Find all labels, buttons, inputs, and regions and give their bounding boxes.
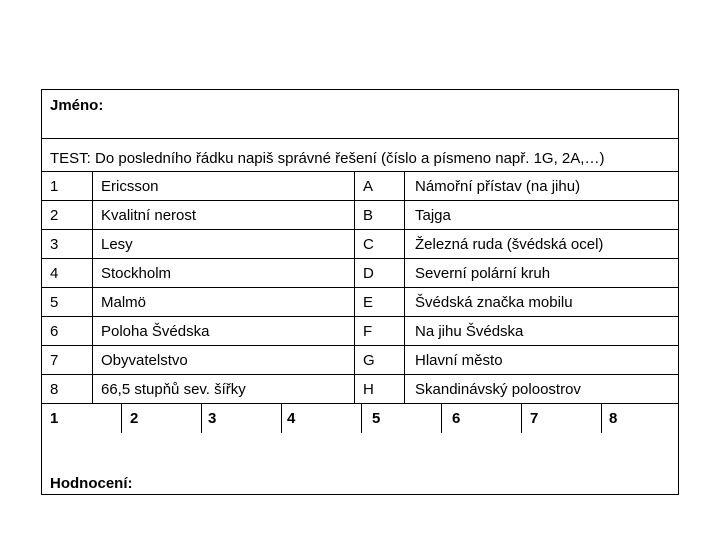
answer-slot-8: 8	[609, 410, 618, 427]
answer-slot-1: 1	[50, 410, 59, 427]
item-text: Námořní přístav (na jihu)	[415, 178, 581, 195]
divider	[42, 171, 678, 172]
divider	[42, 229, 678, 230]
item-text: Na jihu Švédska	[415, 323, 524, 340]
item-letter: F	[363, 323, 373, 340]
item-letter: C	[363, 236, 374, 253]
divider	[42, 403, 678, 404]
answer-divider	[441, 403, 442, 433]
item-text: 66,5 stupňů sev. šířky	[101, 381, 246, 398]
item-text: Ericsson	[101, 178, 159, 195]
column-divider	[92, 171, 93, 403]
name-label: Jméno:	[50, 97, 104, 114]
item-text: Železná ruda (švédská ocel)	[415, 236, 604, 253]
divider	[42, 138, 678, 139]
item-text: Poloha Švédska	[101, 323, 210, 340]
answer-divider	[521, 403, 522, 433]
divider	[42, 374, 678, 375]
answer-slot-3: 3	[208, 410, 217, 427]
item-text: Hlavní město	[415, 352, 503, 369]
item-number: 5	[50, 294, 59, 311]
item-text: Lesy	[101, 236, 133, 253]
item-text: Obyvatelstvo	[101, 352, 188, 369]
answer-slot-5: 5	[372, 410, 381, 427]
divider	[42, 200, 678, 201]
column-divider	[404, 171, 405, 403]
item-number: 6	[50, 323, 59, 340]
answer-divider	[601, 403, 602, 433]
item-letter: B	[363, 207, 374, 224]
item-number: 2	[50, 207, 59, 224]
item-letter: E	[363, 294, 374, 311]
answer-divider	[121, 403, 122, 433]
divider	[42, 287, 678, 288]
item-text: Tajga	[415, 207, 451, 224]
answer-slot-6: 6	[452, 410, 461, 427]
item-letter: G	[363, 352, 375, 369]
divider	[42, 316, 678, 317]
item-number: 3	[50, 236, 59, 253]
item-number: 7	[50, 352, 59, 369]
answer-divider	[281, 403, 282, 433]
item-number: 1	[50, 178, 59, 195]
answer-slot-2: 2	[130, 410, 139, 427]
instructions-text: TEST: Do posledního řádku napiš správné řešení (číslo a písmeno např. 1G, 2A,…)	[50, 150, 605, 167]
grade-label: Hodnocení:	[50, 475, 133, 492]
divider	[42, 345, 678, 346]
test-sheet	[41, 89, 679, 495]
divider	[42, 258, 678, 259]
item-text: Skandinávský poloostrov	[415, 381, 581, 398]
answer-slot-7: 7	[530, 410, 539, 427]
item-text: Stockholm	[101, 265, 172, 282]
answer-divider	[361, 403, 362, 433]
item-text: Švédská značka mobilu	[415, 294, 573, 311]
item-number: 4	[50, 265, 59, 282]
answer-divider	[201, 403, 202, 433]
column-divider	[354, 171, 355, 403]
item-number: 8	[50, 381, 59, 398]
item-text: Severní polární kruh	[415, 265, 551, 282]
answer-slot-4: 4	[287, 410, 296, 427]
item-letter: H	[363, 381, 374, 398]
item-letter: A	[363, 178, 374, 195]
item-text: Kvalitní nerost	[101, 207, 197, 224]
item-letter: D	[363, 265, 374, 282]
item-text: Malmö	[101, 294, 147, 311]
